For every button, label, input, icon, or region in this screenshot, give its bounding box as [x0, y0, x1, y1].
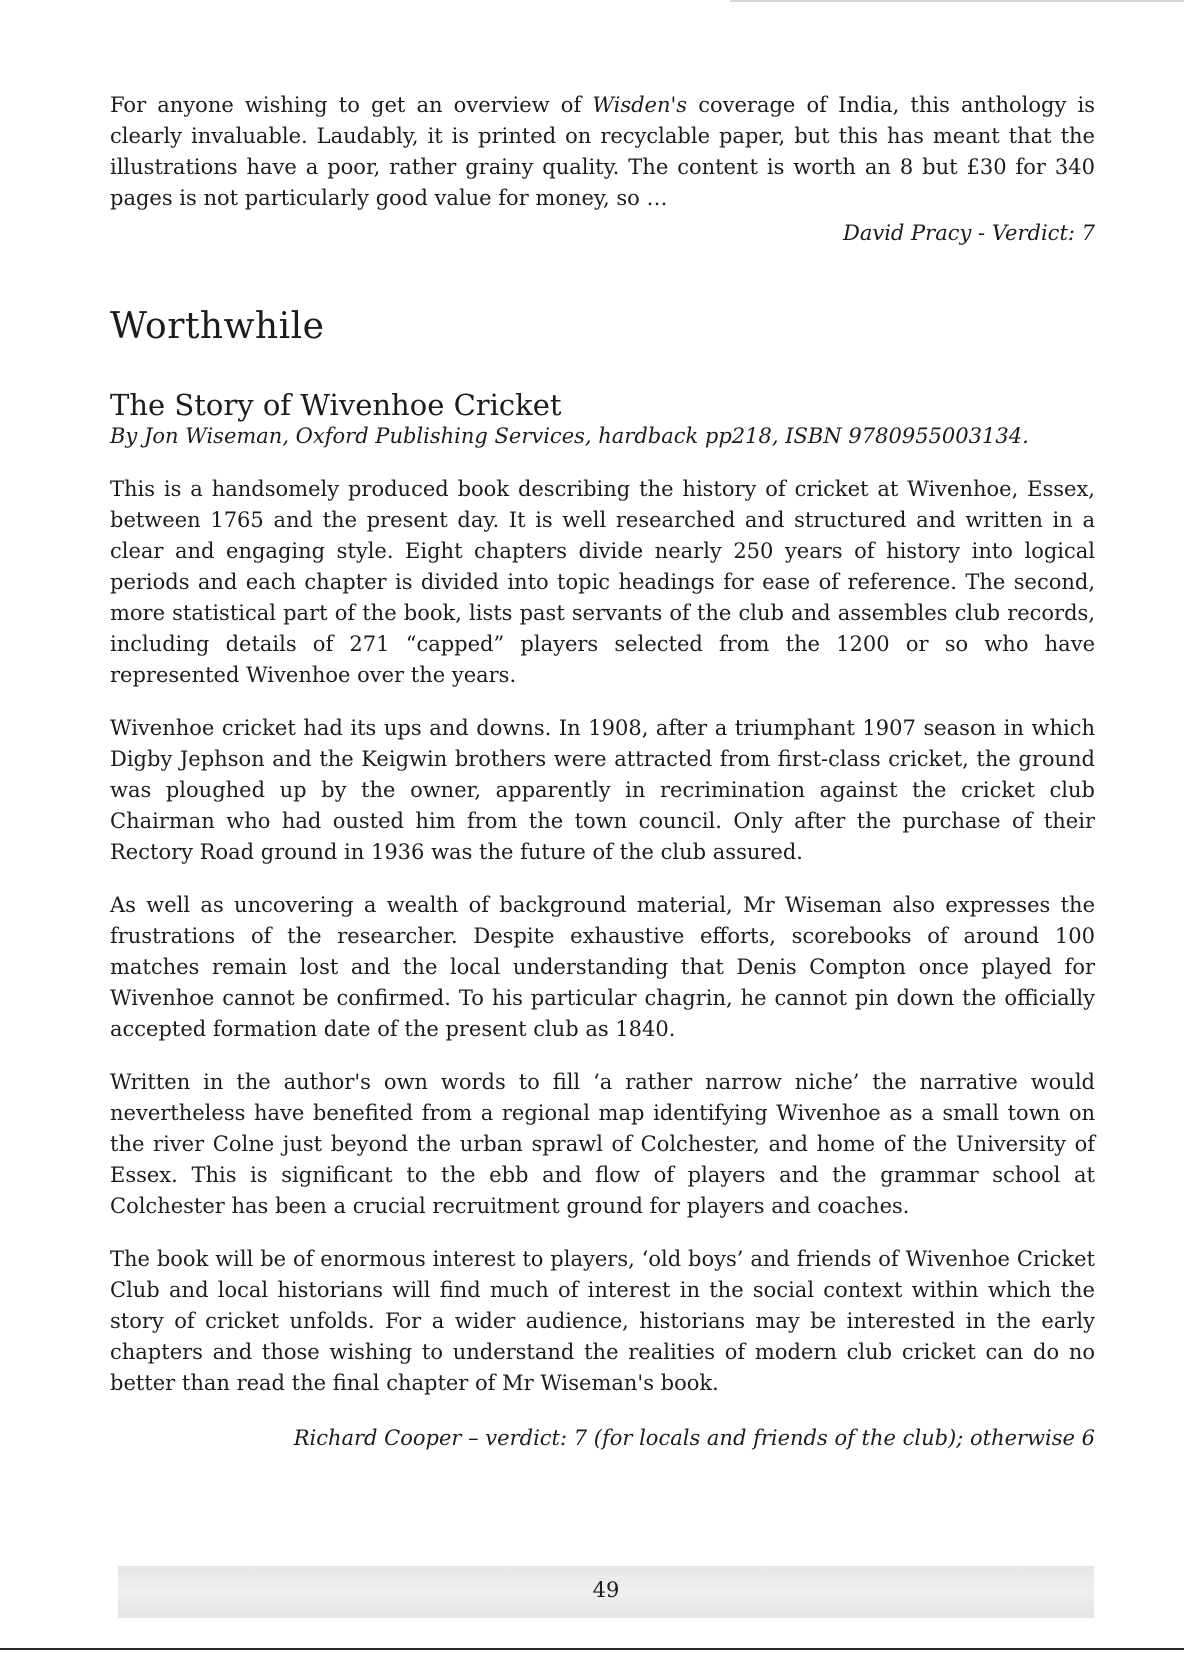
review-paragraph-1: This is a handsomely produced book describing the history of cricket at Wivenhoe, Essex, between 1765 and the present day. It is well researched and structured and written in a clear and engaging style. Eight chapters divide nearly 250 years of history into logical periods and each chapter is divided into topic headings for ease of reference. The second, more statistical part of the book, lists past servants of the club and assembles club records, including details of 271 “capped” players selected from the 1200 or so who have represented Wivenhoe over the years. [110, 477, 1095, 687]
intro-italic-title: Wisden's [592, 93, 688, 117]
bottom-edge-rule [0, 1648, 1184, 1650]
previous-review-ending [110, 90, 1095, 249]
review-paragraph-3: As well as uncovering a wealth of background material, Mr Wiseman also expresses the frustrations of the researcher. Despite exhaustive efforts, scorebooks of around 100 matches remain lost and the local understanding that Denis Compton once played for Wivenhoe cannot be confirmed. To his particular chagrin, he cannot pin down the officially accepted formation date of the present club as 1840. [110, 893, 1095, 1041]
top-edge-rule [730, 0, 1184, 2]
intro-verdict: David Pracy - Verdict: 7 [843, 221, 1095, 245]
section-heading-block [110, 306, 1095, 347]
footer-band [118, 1566, 1094, 1618]
book-byline: By Jon Wiseman, Oxford Publishing Services, hardback pp218, ISBN 9780955003134. [110, 424, 1029, 448]
review-paragraph-5: The book will be of enormous interest to players, ‘old boys’ and friends of Wivenhoe Cricket Club and local historians will find much of interest in the social context within which the story of cricket unfolds. For a wider audience, historians may be interested in the early chapters and those wishing to understand the realities of modern club cricket can do no better than read the final chapter of Mr Wiseman's book. [110, 1247, 1095, 1395]
intro-text-end: coverage of India, this anthology is clearly invaluable. Laudably, it is printed on recyclable paper, but this has meant that the illustrations have a poor, rather grainy quality. The content is worth an 8 but £30 for 340 pages is not particularly good value for money, so … [110, 93, 1095, 210]
book-title: The Story of Wivenhoe Cricket [110, 388, 562, 422]
section-heading: Worthwhile [110, 306, 325, 347]
review-paragraph-4: Written in the author's own words to fill ‘a rather narrow niche’ the narrative would nevertheless have benefited from a regional map identifying Wivenhoe as a small town on the river Colne just beyond the urban sprawl of Colchester, and home of the University of Essex. This is significant to the ebb and flow of players and the grammar school at Colchester has been a crucial recruitment ground for players and coaches. [110, 1070, 1095, 1218]
review-verdict: Richard Cooper – verdict: 7 (for locals and friends of the club); otherwise 6 [293, 1426, 1095, 1450]
page-number: 49 [592, 1578, 620, 1602]
review-paragraph-2: Wivenhoe cricket had its ups and downs. In 1908, after a triumphant 1907 season in which Digby Jephson and the Keigwin brothers were attracted from first-class cricket, the ground was ploughed up by the owner, apparently in recrimination against the cricket club Chairman who had ousted him from the town council. Only after the purchase of their Rectory Road ground in 1936 was the future of the club assured. [110, 716, 1095, 864]
intro-text-start: For anyone wishing to get an overview of [110, 93, 593, 117]
book-review [110, 388, 1095, 1454]
intro-paragraph [110, 90, 1095, 214]
